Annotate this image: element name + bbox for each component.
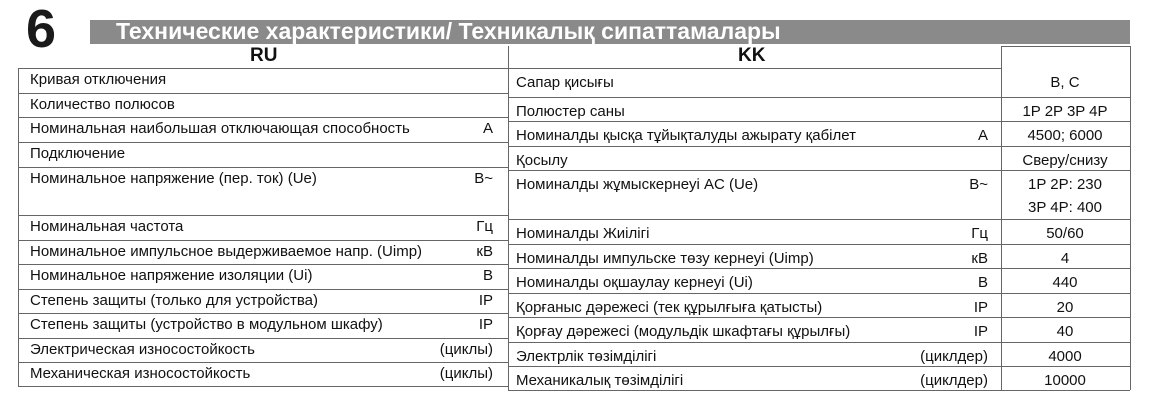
spec-value: 4500; 6000 xyxy=(1027,127,1103,144)
kk-unit: (циклдер) xyxy=(920,372,988,389)
spec-value: Сверу/снизу xyxy=(1022,152,1108,169)
ru-label: Механическая износостойкость xyxy=(30,365,251,382)
row-divider xyxy=(1001,293,1130,294)
row-divider xyxy=(18,117,508,118)
kk-label: Номиналды импульске төзу кернеуі (Uimp) xyxy=(516,250,814,267)
ru-unit: A xyxy=(482,120,493,137)
kk-unit: IP xyxy=(973,299,988,316)
row-divider xyxy=(508,146,1001,147)
column-divider xyxy=(18,68,19,386)
row-divider xyxy=(18,240,508,241)
kk-label: Сапар қисығы xyxy=(516,74,614,91)
ru-label: Количество полюсов xyxy=(30,96,175,113)
kk-label: Номиналды жұмыскернеуі AC (Ue) xyxy=(516,176,759,193)
row-divider xyxy=(508,268,1001,269)
kk-unit: В~ xyxy=(969,176,988,193)
row-divider xyxy=(508,342,1001,343)
ru-label: Номинальное напряжение (пер. ток) (Ue) xyxy=(30,170,317,187)
row-divider xyxy=(18,142,508,143)
ru-label: Степень защиты (устройство в модульном шкафу) xyxy=(30,316,383,333)
ru-label: Номинальная частота xyxy=(30,218,184,235)
row-divider xyxy=(18,313,508,314)
kk-label: Номиналды Жиілігі xyxy=(516,225,650,242)
row-divider xyxy=(18,93,508,94)
spec-value: 20 xyxy=(1056,299,1074,316)
spec-value: 4 xyxy=(1060,250,1070,267)
row-divider xyxy=(18,362,508,363)
row-divider xyxy=(18,386,508,387)
row-divider xyxy=(1001,121,1130,122)
ru-unit: (циклы) xyxy=(439,341,493,358)
ru-label: Номинальное импульсное выдерживаемое напр. (Uimp) xyxy=(30,243,423,260)
spec-value: 40 xyxy=(1056,323,1074,340)
ru-label: Электрическая износостойкость xyxy=(30,341,255,358)
kk-label: Қорғау дәрежесі (модульдік шкафтағы құрылғы) xyxy=(516,323,851,340)
column-header-kk: KK xyxy=(738,45,766,66)
row-divider xyxy=(508,219,1001,220)
column-header-ru: RU xyxy=(250,45,278,66)
kk-label: Номиналды оқшаулау кернеуі (Ui) xyxy=(516,274,753,291)
ru-unit: кВ xyxy=(476,243,493,260)
row-divider xyxy=(1001,342,1130,343)
spec-value: 10000 xyxy=(1044,372,1086,389)
spec-value: 440 xyxy=(1052,274,1078,291)
ru-unit: В xyxy=(482,267,493,284)
ru-label: Номинальное напряжение изоляции (Ui) xyxy=(30,267,313,284)
spec-value: 1P 2P: 230 xyxy=(1028,176,1102,193)
row-divider xyxy=(508,317,1001,318)
page-title: Технические характеристики/ Техникалық сипаттамалары xyxy=(116,18,781,44)
spec-value: B, C xyxy=(1050,74,1080,91)
spec-value: 50/60 xyxy=(1046,225,1084,242)
ru-label: Степень защиты (только для устройства) xyxy=(30,292,318,309)
ru-label: Номинальная наибольшая отключающая способность xyxy=(30,120,410,137)
row-divider xyxy=(508,244,1001,245)
kk-unit: Гц xyxy=(971,225,988,242)
ru-unit: IP xyxy=(478,316,493,333)
ru-unit: Гц xyxy=(476,218,493,235)
column-divider xyxy=(508,46,509,390)
row-divider xyxy=(1001,170,1130,171)
kk-unit: В xyxy=(977,274,988,291)
row-divider xyxy=(508,390,1001,391)
spec-value: 3P 4P: 400 xyxy=(1028,199,1102,216)
row-divider xyxy=(18,264,508,265)
row-divider xyxy=(1001,390,1130,391)
row-divider xyxy=(508,97,1001,98)
ru-unit: В~ xyxy=(474,170,493,187)
row-divider xyxy=(18,68,508,69)
row-divider xyxy=(1001,366,1130,367)
row-divider xyxy=(18,215,508,216)
kk-label: Қорғаныс дәрежесі (тек құрылғыға қатысты) xyxy=(516,299,823,316)
row-divider xyxy=(508,366,1001,367)
row-divider xyxy=(18,338,508,339)
kk-unit: кВ xyxy=(971,250,988,267)
kk-label: Полюстер саны xyxy=(516,103,625,120)
ru-unit: (циклы) xyxy=(439,365,493,382)
kk-label: Номиналды қысқа тұйықталуды ажырату қабілет xyxy=(516,127,856,144)
section-number: 6 xyxy=(26,0,57,59)
ru-label: Кривая отключения xyxy=(30,71,167,88)
row-divider xyxy=(18,167,508,168)
kk-unit: IP xyxy=(973,323,988,340)
row-divider xyxy=(508,68,1001,69)
kk-label: Механикалық төзімділігі xyxy=(516,372,684,389)
row-divider xyxy=(1001,268,1130,269)
spec-value: 4000 xyxy=(1048,348,1082,365)
row-divider xyxy=(1001,97,1130,98)
row-divider xyxy=(18,289,508,290)
kk-label: Электрлік төзімділігі xyxy=(516,348,657,365)
row-divider xyxy=(508,170,1001,171)
ru-label: Подключение xyxy=(30,145,126,162)
ru-unit: IP xyxy=(478,292,493,309)
row-divider xyxy=(1001,219,1130,220)
row-divider xyxy=(1001,46,1130,47)
column-divider xyxy=(1130,46,1131,390)
row-divider xyxy=(508,293,1001,294)
kk-unit: (циклдер) xyxy=(920,348,988,365)
row-divider xyxy=(1001,317,1130,318)
row-divider xyxy=(1001,244,1130,245)
row-divider xyxy=(508,121,1001,122)
kk-label: Қосылу xyxy=(516,152,568,169)
row-divider xyxy=(1001,146,1130,147)
kk-unit: A xyxy=(977,127,988,144)
spec-value: 1P 2P 3P 4P xyxy=(1022,103,1108,120)
